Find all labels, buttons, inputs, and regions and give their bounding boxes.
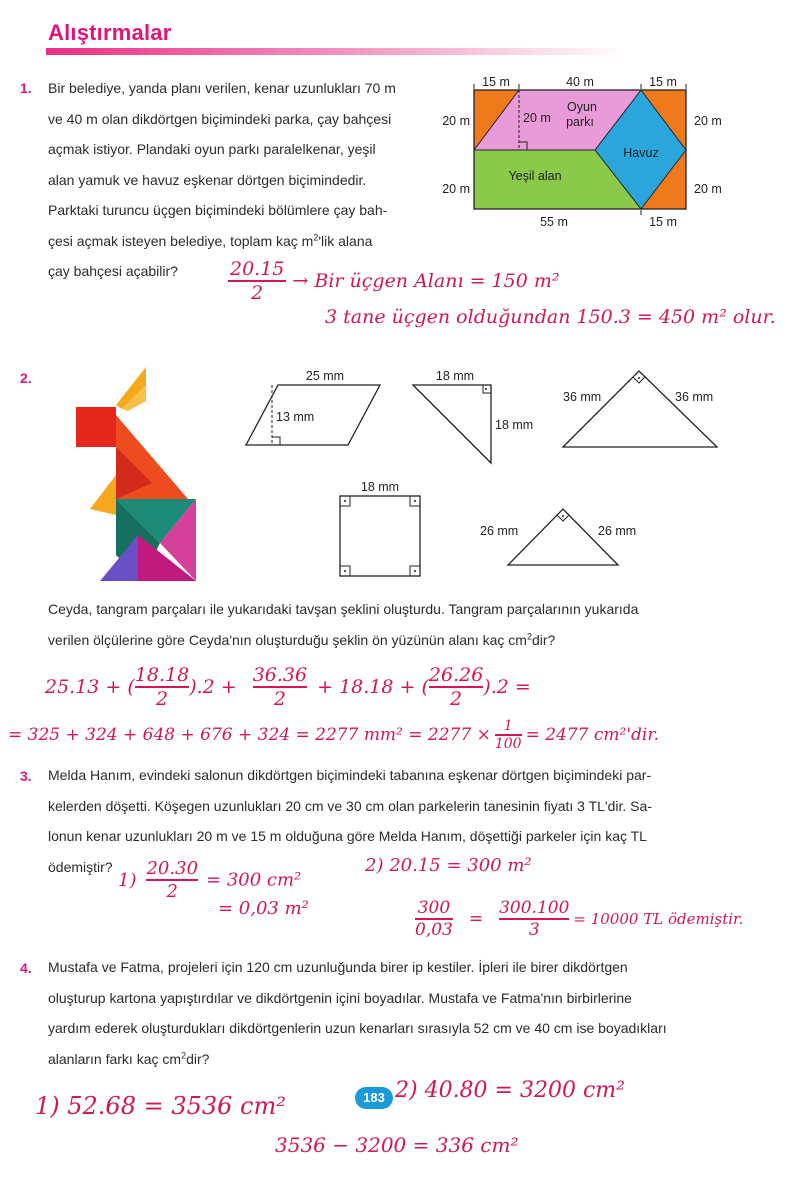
fraction-numerator: 36.36: [252, 664, 308, 686]
question-1-line-part: 'lik alana: [318, 232, 373, 249]
question-2-text: [48, 594, 788, 655]
small-triangle-shape: [413, 385, 491, 463]
question-1-text: [48, 73, 448, 287]
question-3-line: kelerden döşetti. Köşegen uzunlukları 20 cm ve 30 cm olan parkelerin tanesinin fiyatı 3 TL'dir. Sa-: [48, 797, 652, 814]
park-top-label: 40 m: [566, 75, 594, 89]
handwritten-text: + 18.18 + (: [317, 676, 429, 698]
fraction-denominator: 100: [494, 736, 522, 752]
tangram-rabbit-figure: [70, 365, 200, 583]
handwritten-fraction: [253, 664, 307, 710]
park-plan-figure: [430, 70, 750, 235]
question-4-line-part: alanların farkı kaç cm: [48, 1050, 182, 1067]
q3-handwriting-part1-b: = 0,03 m²: [218, 898, 309, 919]
handwritten-fraction: [228, 258, 286, 304]
fraction-denominator: 2: [251, 282, 264, 304]
park-top-label: 15 m: [482, 75, 510, 89]
square-shape: [340, 496, 420, 576]
q1-handwriting-line2: 3 tane üçgen olduğundan 150.3 = 450 m² olur.: [325, 306, 776, 328]
question-1-line: ve 40 m olan dikdörtgen biçimindeki parka, çay bahçesi: [48, 110, 392, 127]
fraction-denominator: 2: [450, 688, 463, 710]
fraction-numerator: 20.15: [230, 258, 285, 280]
fraction-denominator: 3: [528, 920, 540, 940]
question-2-line: Ceyda, tangram parçaları ile yukarıdaki tavşan şeklini oluşturdu. Tangram parçalarının yukarıda: [48, 601, 639, 617]
medium-triangle-left-label: 26 mm: [480, 524, 519, 538]
superscript: 2: [313, 231, 319, 242]
handwritten-text: → Bir üçgen Alanı = 150 m²: [292, 270, 560, 292]
large-triangle-right-label: 36 mm: [675, 390, 714, 404]
large-triangle-left-label: 36 mm: [563, 390, 602, 404]
handwritten-text: = 300 cm²: [206, 869, 302, 891]
fraction-denominator: 2: [155, 688, 169, 710]
handwritten-text: =: [468, 909, 484, 929]
q2-handwriting-line2: [8, 718, 659, 752]
park-left-label: 20 m: [442, 114, 470, 128]
q3-handwriting-part1: [118, 858, 301, 902]
handwritten-text: ).2 +: [189, 676, 237, 698]
question-3-line: ödemiştir?: [48, 858, 113, 875]
handwritten-text: 1): [118, 869, 137, 891]
fraction-numerator: 300: [415, 898, 453, 920]
q4-handwriting-line1: 1) 52.68 = 3536 cm²: [35, 1092, 286, 1120]
q4-handwriting-line3: 3536 − 3200 = 336 cm²: [275, 1133, 519, 1157]
question-1-line: Bir belediye, yanda planı verilen, kenar uzunlukları 70 m: [48, 80, 396, 96]
handwritten-fraction: [135, 664, 189, 710]
parallelogram-height-label: 13 mm: [276, 410, 315, 424]
park-right-label: 20 m: [694, 182, 722, 196]
medium-triangle-right-label: 26 mm: [598, 524, 637, 538]
question-1-number: 1.: [20, 80, 32, 96]
fraction-denominator: 2: [166, 881, 178, 902]
question-3-line: Melda Hanım, evindeki salonun dikdörtgen biçimindeki tabanına eşkenar dörtgen biçimindeki par-: [48, 767, 652, 783]
question-4-number: 4.: [20, 960, 32, 976]
green-area-label: Yeşil alan: [508, 169, 562, 183]
title-underline: [46, 48, 626, 55]
tangram-piece-red-square: [76, 407, 116, 447]
page-title: Alıştırmalar: [48, 20, 172, 45]
handwritten-fraction: [415, 898, 453, 940]
q1-handwriting-line1: [228, 258, 559, 304]
question-2-line-part: dir?: [531, 631, 556, 648]
handwritten-text: = 325 + 324 + 648 + 676 + 324 = 2277 mm² = 2277 ×: [8, 725, 491, 745]
q3-handwriting-part2: 2) 20.15 = 300 m²: [365, 855, 532, 876]
question-4-line-part: dir?: [186, 1050, 210, 1067]
superscript: 2: [181, 1049, 187, 1060]
medium-triangle-figure: [478, 495, 648, 570]
handwritten-fraction: [499, 898, 569, 940]
pool-label: Havuz: [623, 146, 659, 160]
page-number-badge: 183: [355, 1087, 393, 1109]
question-4-line: yardım ederek oluşturdukları dikdörtgenlerin uzun kenarları sırasıyla 52 cm ve 40 cm ise boyadıkları: [48, 1020, 667, 1036]
question-4-line: Mustafa ve Fatma, projeleri için 120 cm uzunluğunda birer ip kestiler. İpleri ile birer dikdörtgen: [48, 959, 628, 975]
question-4-line: [48, 1044, 788, 1075]
parallelogram-figure: [240, 365, 390, 455]
fraction-numerator: 18.18: [134, 664, 190, 686]
question-1-line-part: çesi açmak isteyen belediye, toplam kaç m: [48, 232, 314, 249]
question-1-line: [48, 226, 448, 257]
question-4-line: oluşturup kartona yapıştırdılar ve dikdörtgenin içini boyadılar. Mustafa ve Fatma'nın birbirlerine: [48, 989, 632, 1006]
fraction-denominator: 2: [273, 688, 286, 710]
playground-label: parkı: [566, 115, 594, 129]
handwritten-fraction: [429, 664, 483, 710]
tangram-piece-yellow-triangle: [90, 475, 116, 515]
handwritten-text: = 2477 cm²'dir.: [525, 725, 660, 745]
parallelogram-base-label: 25 mm: [305, 369, 345, 383]
question-1-line: Parktaki turuncu üçgen biçimindeki bölümlere çay bah-: [48, 202, 388, 218]
small-triangle-figure: [405, 365, 555, 465]
small-triangle-top-label: 18 mm: [435, 369, 475, 383]
handwritten-text: 25.13 + (: [45, 676, 135, 698]
fraction-numerator: 1: [495, 718, 522, 736]
park-inner-height-label: 20 m: [523, 111, 551, 125]
fraction-numerator: 300.100: [499, 898, 570, 918]
park-right-label: 20 m: [694, 114, 722, 128]
park-bottom-label: 55 m: [540, 215, 568, 229]
question-3-line: lonun kenar uzunlukları 20 m ve 15 m olduğuna göre Melda Hanım, döşettiği parkeler için kaç TL: [48, 828, 647, 844]
park-top-label: 15 m: [649, 75, 677, 89]
superscript: 2: [526, 630, 532, 641]
question-2-number: 2.: [20, 370, 32, 386]
q3-handwriting-part3: [415, 898, 743, 940]
square-figure: [335, 478, 425, 582]
q2-handwriting-line1: [45, 664, 531, 710]
question-3-number: 3.: [20, 768, 32, 784]
park-bottom-label: 15 m: [649, 215, 677, 229]
fraction-denominator: 0,03: [415, 920, 453, 940]
large-triangle-figure: [555, 363, 735, 453]
fraction-numerator: 20.30: [146, 858, 199, 879]
handwritten-fraction: [146, 858, 198, 902]
question-1-line: çay bahçesi açabilir?: [48, 263, 178, 279]
question-2-line-part: verilen ölçülerine göre Ceyda'nın oluşturduğu şeklin ön yüzünün alanı kaç cm: [48, 631, 527, 648]
park-left-label: 20 m: [442, 182, 470, 196]
square-side-label: 18 mm: [360, 480, 400, 494]
q4-handwriting-line2: 2) 40.80 = 3200 cm²: [395, 1078, 625, 1103]
question-1-line: açmak istiyor. Plandaki oyun parkı paralelkenar, yeşil: [48, 141, 376, 157]
handwritten-text: = 10000 TL ödemiştir.: [573, 910, 744, 928]
handwritten-fraction: [495, 718, 522, 752]
question-4-text: [48, 952, 788, 1074]
fraction-numerator: 26.26: [428, 664, 484, 686]
small-triangle-side-label: 18 mm: [495, 418, 534, 432]
question-2-line: [48, 625, 788, 656]
question-1-line: alan yamuk ve havuz eşkenar dörtgen biçimindedir.: [48, 171, 367, 188]
handwritten-text: ).2 =: [483, 676, 531, 698]
playground-label: Oyun: [567, 100, 597, 114]
